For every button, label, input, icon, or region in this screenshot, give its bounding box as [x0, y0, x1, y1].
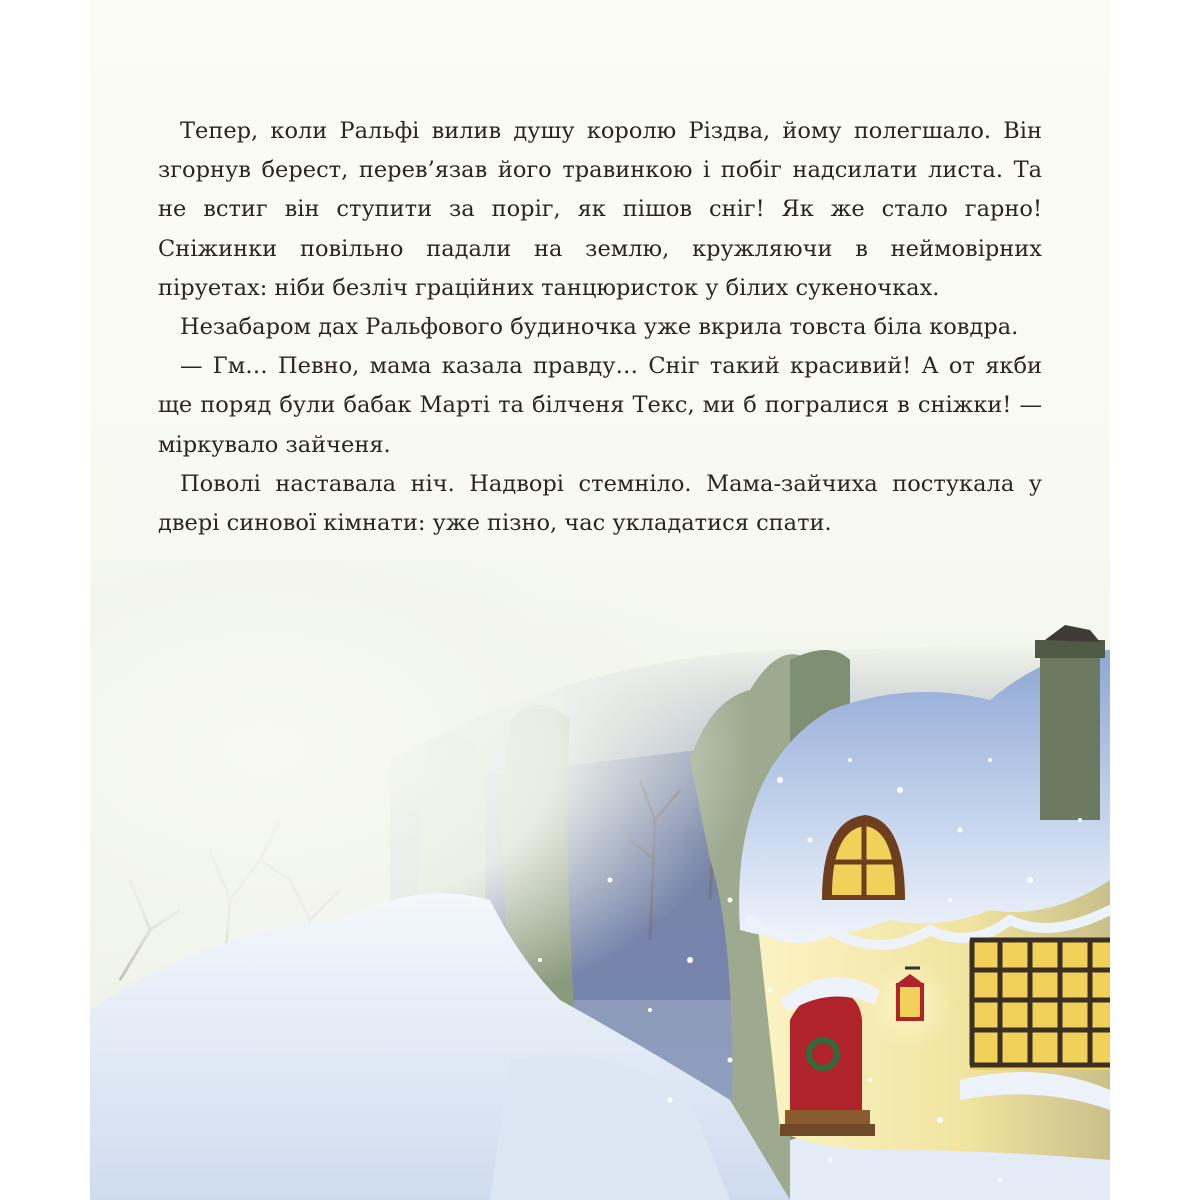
story-text: [158, 112, 1042, 543]
paragraph-2: Незабаром дах Ральфового будиночка уже вкрила товста біла ковдра.: [180, 314, 1019, 341]
book-page: [90, 0, 1110, 1200]
main-window: [960, 940, 1110, 1110]
paragraph-4: Поволі наставала ніч. Надворі стемніло. Мама-зайчиха постукала у двері синової кімнати: уже пізно, час укладатися спати.: [158, 470, 1042, 537]
lantern: [865, 960, 955, 1050]
paragraph-3: — Гм… Певно, мама казала правду… Сніг такий красивий! А от якби ще поряд були бабак Марті та білченя Текс, ми б погралися в сніжки! — міркувало зайченя.: [158, 353, 1042, 458]
chimney: [1040, 650, 1100, 820]
paragraph-1: Тепер, коли Ральфі вилив душу королю Різдва, йому полегшало. Він згорнув берест, перев’язав його травинкою і побіг надсилати листа. Та не встиг він ступити за поріг, як пішов сніг! Як же стало гарно! Сніжинки повільно падали на землю, кружляючи в неймовірних піруетах: ніби безліч граційних танцюристок у білих сукеночках.: [158, 118, 1042, 301]
